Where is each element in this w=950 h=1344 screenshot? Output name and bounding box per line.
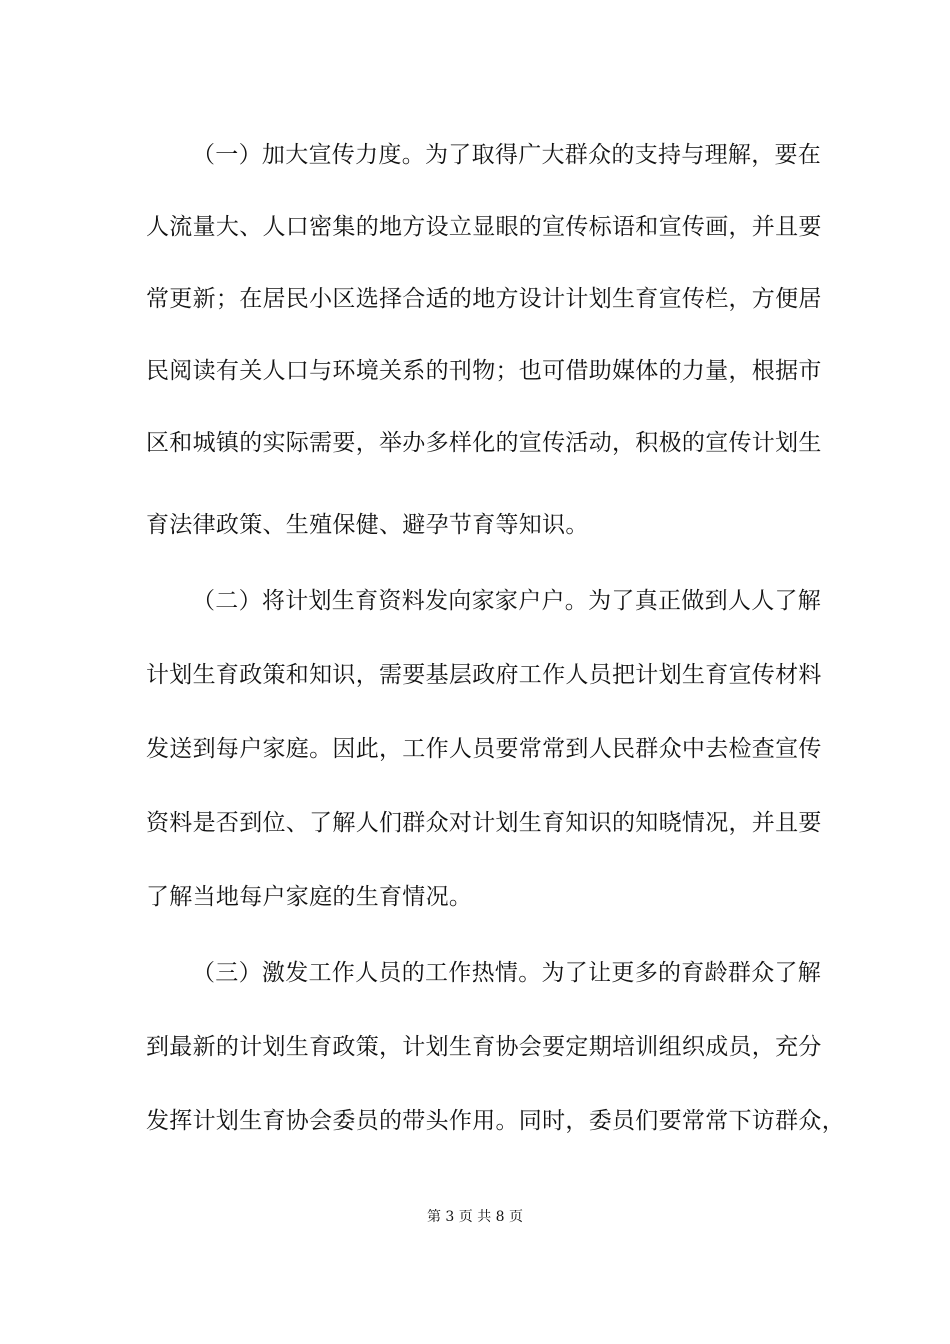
paragraph-2-line-2: 计划生育政策和知识，需要基层政府工作人员把计划生育宣传材料 xyxy=(146,662,822,688)
paragraph-1-line-2: 人流量大、人口密集的地方设立显眼的宣传标语和宣传画，并且要 xyxy=(146,214,822,240)
paragraph-2-line-1: （二）将计划生育资料发向家家户户。为了真正做到人人了解 xyxy=(192,588,822,614)
paragraph-1-line-6: 育法律政策、生殖保健、避孕节育等知识。 xyxy=(146,512,589,538)
paragraph-3-line-3: 发挥计划生育协会委员的带头作用。同时，委员们要常常下访群众， xyxy=(146,1108,845,1134)
paragraph-2-line-4: 资料是否到位、了解人们群众对计划生育知识的知晓情况，并且要 xyxy=(146,810,822,836)
page-number-footer: 第 3 页 共 8 页 xyxy=(426,1209,524,1225)
paragraph-2-line-3: 发送到每户家庭。因此，工作人员要常常到人民群众中去检查宣传 xyxy=(146,736,822,762)
paragraph-2-line-5: 了解当地每户家庭的生育情况。 xyxy=(146,884,473,910)
paragraph-3-line-2: 到最新的计划生育政策，计划生育协会要定期培训组织成员，充分 xyxy=(146,1034,822,1060)
paragraph-1-line-3: 常更新；在居民小区选择合适的地方设计计划生育宣传栏，方便居 xyxy=(146,286,822,312)
paragraph-1-line-5: 区和城镇的实际需要，举办多样化的宣传活动，积极的宣传计划生 xyxy=(146,430,822,456)
paragraph-1-line-4: 民阅读有关人口与环境关系的刊物；也可借助媒体的力量，根据市 xyxy=(146,358,822,384)
paragraph-1-line-1: （一）加大宣传力度。为了取得广大群众的支持与理解，要在 xyxy=(192,142,822,168)
paragraph-3-line-1: （三）激发工作人员的工作热情。为了让更多的育龄群众了解 xyxy=(192,960,822,986)
